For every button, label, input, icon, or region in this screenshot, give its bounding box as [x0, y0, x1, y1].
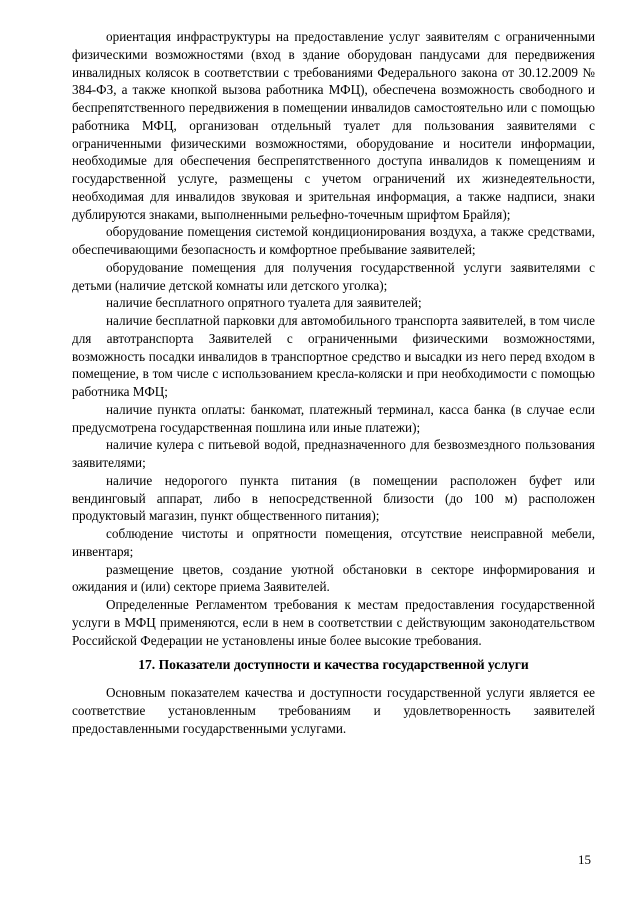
section-heading: 17. Показатели доступности и качества государственной услуги	[138, 657, 529, 673]
paragraph-main-indicator: Основным показателем качества и доступности государственной услуги является ее соответствие установленным требованиям и удовлетворенность заявителей предоставленными государственными услугами.	[72, 685, 595, 736]
paragraph-cleanliness: соблюдение чистоты и опрятности помещения, отсутствие неисправной мебели, инвентаря;	[72, 526, 595, 559]
paragraph-parking: наличие бесплатной парковки для автомобильного транспорта заявителей, в том числе для автотранспорта Заявителей с ограниченными физическими возможностями, возможность посадки инвалидов в транспортное средство и высадки из него перед входом в помещение, в том числе с использованием кресла-коляски и при необходимости с помощью работника МФЦ;	[72, 313, 595, 399]
page-number: 15	[578, 852, 591, 867]
document-page	[72, 28, 595, 738]
paragraph-toilet: наличие бесплатного опрятного туалета для заявителей;	[106, 295, 422, 311]
paragraph-food-point: наличие недорогого пункта питания (в помещении расположен буфет или вендинговый аппарат, либо в непосредственной близости (до 100 м) расположен продуктовый магазин, пункт общественного питания);	[72, 472, 595, 524]
paragraph-flowers: размещение цветов, создание уютной обстановки в секторе информирования и ожидания и (или) секторе приема Заявителей.	[72, 561, 595, 595]
paragraph-children-room: оборудование помещения для получения государственной услуги заявителями с детьми (наличие детской комнаты или детского уголка);	[72, 259, 595, 293]
paragraph-regulation-requirements: Определенные Регламентом требования к местам предоставления государственной услуги в МФЦ применяются, если в нем в соответствии с действующим законодательством Российской Федерации не установлены иные более высокие требования.	[72, 597, 595, 648]
paragraph-water-cooler: наличие кулера с питьевой водой, предназначенного для безвозмездного пользования заявителями;	[72, 437, 595, 470]
paragraph-accessibility-infrastructure: ориентация инфраструктуры на предоставление услуг заявителям с ограниченными физическими возможностями (вход в здание оборудован пандусами для передвижения инвалидных колясок в соответствии с требованиями Федерального закона от 30.12.2009 № 384-ФЗ, а также кнопкой вызова работника МФЦ), обеспечена возможность свободного и беспрепятственного передвижения в помещении инвалидов самостоятельно или с помощью работника МФЦ, организован отдельный туалет для пользования заявителями с ограниченными физическими возможностями, оборудование и носители информации, необходимые для обеспечения беспрепятственного доступа инвалидов к помещениям и государственной услуге, размещены с учетом ограничений их жизнедеятельности, необходимая для инвалидов звуковая и зрительная информация, а также надписи, знаки дублируются знаками, выполненными рельефно-точечным шрифтом Брайля);	[72, 29, 595, 222]
paragraph-payment-point: наличие пункта оплаты: банкомат, платежный терминал, касса банка (в случае если предусмотрена государственная пошлина или иные платежи);	[72, 401, 595, 435]
paragraph-air-conditioning: оборудование помещения системой кондиционирования воздуха, а также средствами, обеспечивающими безопасность и комфортное пребывание заявителей;	[72, 224, 595, 257]
